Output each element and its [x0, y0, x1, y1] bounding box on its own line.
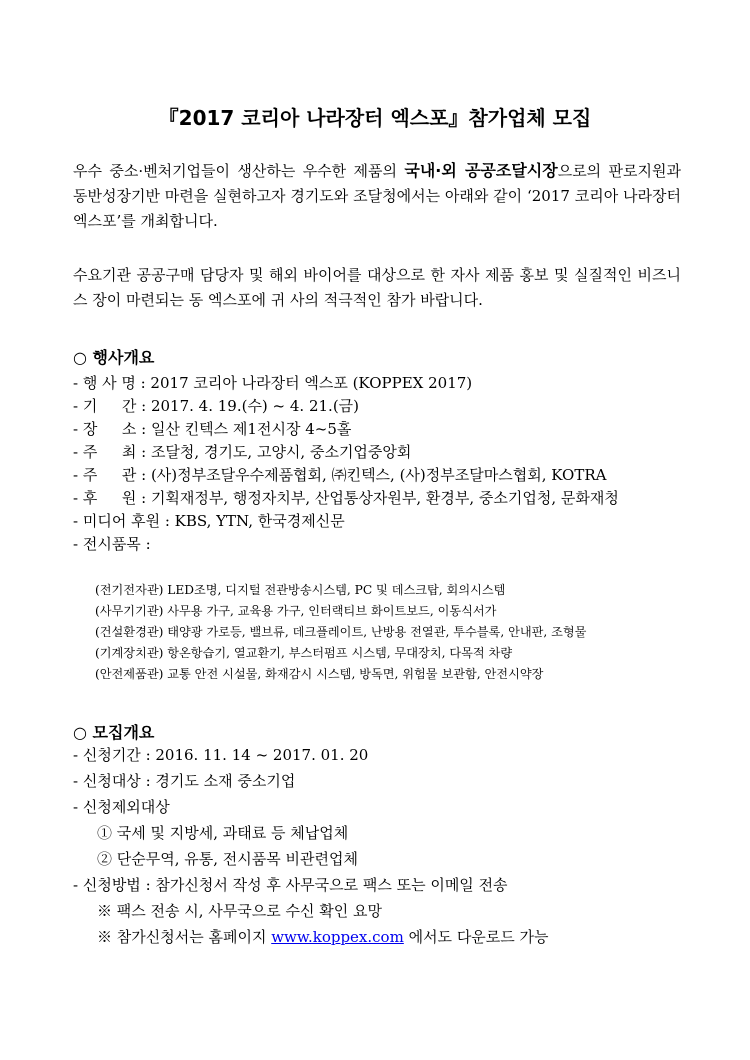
recruit-note-fax: ※ 팩스 전송 시, 사무국으로 수신 확인 요망: [97, 902, 382, 920]
event-organizer: - 주 관 : (사)정부조달우수제품협회, ㈜킨텍스, (사)정부조달마스협회, KOTRA: [73, 466, 607, 484]
event-host: - 주 최 : 조달청, 경기도, 고양시, 중소기업중앙회: [73, 443, 412, 461]
download-note-before: ※ 참가신청서는 홈페이지: [97, 928, 272, 946]
recruit-method: - 신청방법 : 참가신청서 작성 후 사무국으로 팩스 또는 이메일 전송: [73, 876, 508, 894]
event-media-sponsor: - 미디어 후원 : KBS, YTN, 한국경제신문: [73, 512, 345, 530]
category-electronics: (전기전자관) LED조명, 디지털 전관방송시스템, PC 및 데스크탑, 회의시스템: [95, 583, 506, 597]
category-safety: (안전제품관) 교통 안전 시설물, 화재감시 시스템, 방독면, 위험물 보관함, 안전시약장: [95, 667, 544, 681]
event-overview-heading: ○ 행사개요: [73, 348, 155, 367]
recruit-period: - 신청기간 : 2016. 11. 14 ~ 2017. 01. 20: [73, 746, 369, 764]
event-venue: - 장 소 : 일산 킨텍스 제1전시장 4~5홀: [73, 420, 352, 438]
event-sponsor: - 후 원 : 기획재정부, 행정자치부, 산업통상자원부, 환경부, 중소기업청, 문화재청: [73, 489, 619, 507]
recruit-heading: ○ 모집개요: [73, 723, 155, 742]
category-construction: (건설환경관) 태양광 가로등, 밸브류, 데크플레이트, 난방용 전열관, 투수블록, 안내판, 조형물: [95, 625, 587, 639]
exhibit-category-list: [95, 580, 715, 685]
event-period: - 기 간 : 2017. 4. 19.(수) ~ 4. 21.(금): [73, 397, 360, 415]
recruit-list: [73, 742, 713, 950]
intro-paragraph-1: [73, 158, 681, 234]
recruit-exclusion-label: - 신청제외대상: [73, 798, 170, 816]
intro-text-after: 으로의 판로지원과 동반성장기반 마련을 실현하고자 경기도와 조달청에서는 아래와 같이 ‘2017 코리아 나라장터 엑스포’를 개최합니다.: [73, 162, 681, 230]
recruit-target: - 신청대상 : 경기도 소재 중소기업: [73, 772, 296, 790]
intro-bold-market: 국내·외 공공조달시장: [404, 161, 558, 180]
page-title: 『2017 코리아 나라장터 엑스포』참가업체 모집: [158, 106, 592, 130]
intro-paragraph-2: 수요기관 공공구매 담당자 및 해외 바이어를 대상으로 한 자사 제품 홍보 및 실질적인 비즈니스 장이 마련되는 동 엑스포에 귀 사의 적극적인 참가 바랍니다.: [73, 266, 681, 309]
event-exhibit-items: - 전시품목 :: [73, 535, 151, 553]
recruit-exclusion-2: ② 단순무역, 유통, 전시품목 비관련업체: [97, 850, 358, 868]
homepage-link[interactable]: www.koppex.com: [271, 928, 404, 946]
category-office: (사무기기관) 사무용 가구, 교육용 가구, 인터랙티브 화이트보드, 이동식서가: [95, 604, 497, 618]
download-note-after: 에서도 다운로드 가능: [403, 928, 549, 946]
event-name: - 행 사 명 : 2017 코리아 나라장터 엑스포 (KOPPEX 2017): [73, 374, 473, 392]
event-overview-list: [73, 372, 713, 556]
intro-text-before: 우수 중소·벤처기업들이 생산하는 우수한 제품의: [73, 162, 405, 180]
recruit-exclusion-1: ① 국세 및 지방세, 과태료 등 체납업체: [97, 824, 349, 842]
recruit-note-download: [73, 924, 713, 950]
category-machinery: (기계장치관) 항온항습기, 열교환기, 부스터펌프 시스템, 무대장치, 다목적 차량: [95, 646, 513, 660]
